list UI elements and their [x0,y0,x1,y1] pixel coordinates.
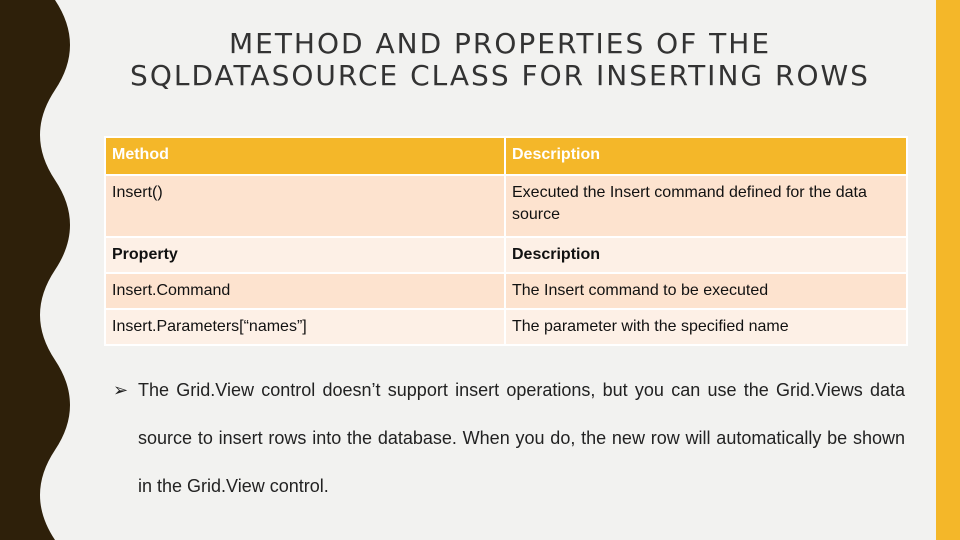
decorative-wavy-band [0,0,90,540]
arrow-bullet-icon: ➢ [113,380,129,400]
header-property: Property [105,237,505,273]
table-header-row [105,137,907,175]
header-method: Method [105,137,505,175]
property-name: Insert.Command [105,273,505,309]
property-description: The parameter with the specified name [505,309,907,345]
header-property-description: Description [505,237,907,273]
property-description: The Insert command to be executed [505,273,907,309]
header-description: Description [505,137,907,175]
slide-title-line-1: METHOD AND PROPERTIES OF THE [228,27,772,60]
bullet-note [113,366,905,510]
table-row [105,273,907,309]
property-name: Insert.Parameters[“names”] [105,309,505,345]
method-name: Insert() [105,175,505,237]
method-property-table [104,136,908,346]
property-header-row [105,237,907,273]
method-description: Executed the Insert command defined for the data source [505,175,907,237]
accent-side-bar [936,0,960,540]
table-row [105,309,907,345]
note-text: The Grid.View control doesn’t support insert operations, but you can use the Grid.Views data source to insert rows into the database. When you do, the new row will automatically be shown in the Grid.View control. [138,380,905,496]
table-row [105,175,907,237]
slide-title-line-2: SQLDATASOURCE CLASS FOR INSERTING ROWS [130,59,870,92]
slide-title [100,28,900,92]
